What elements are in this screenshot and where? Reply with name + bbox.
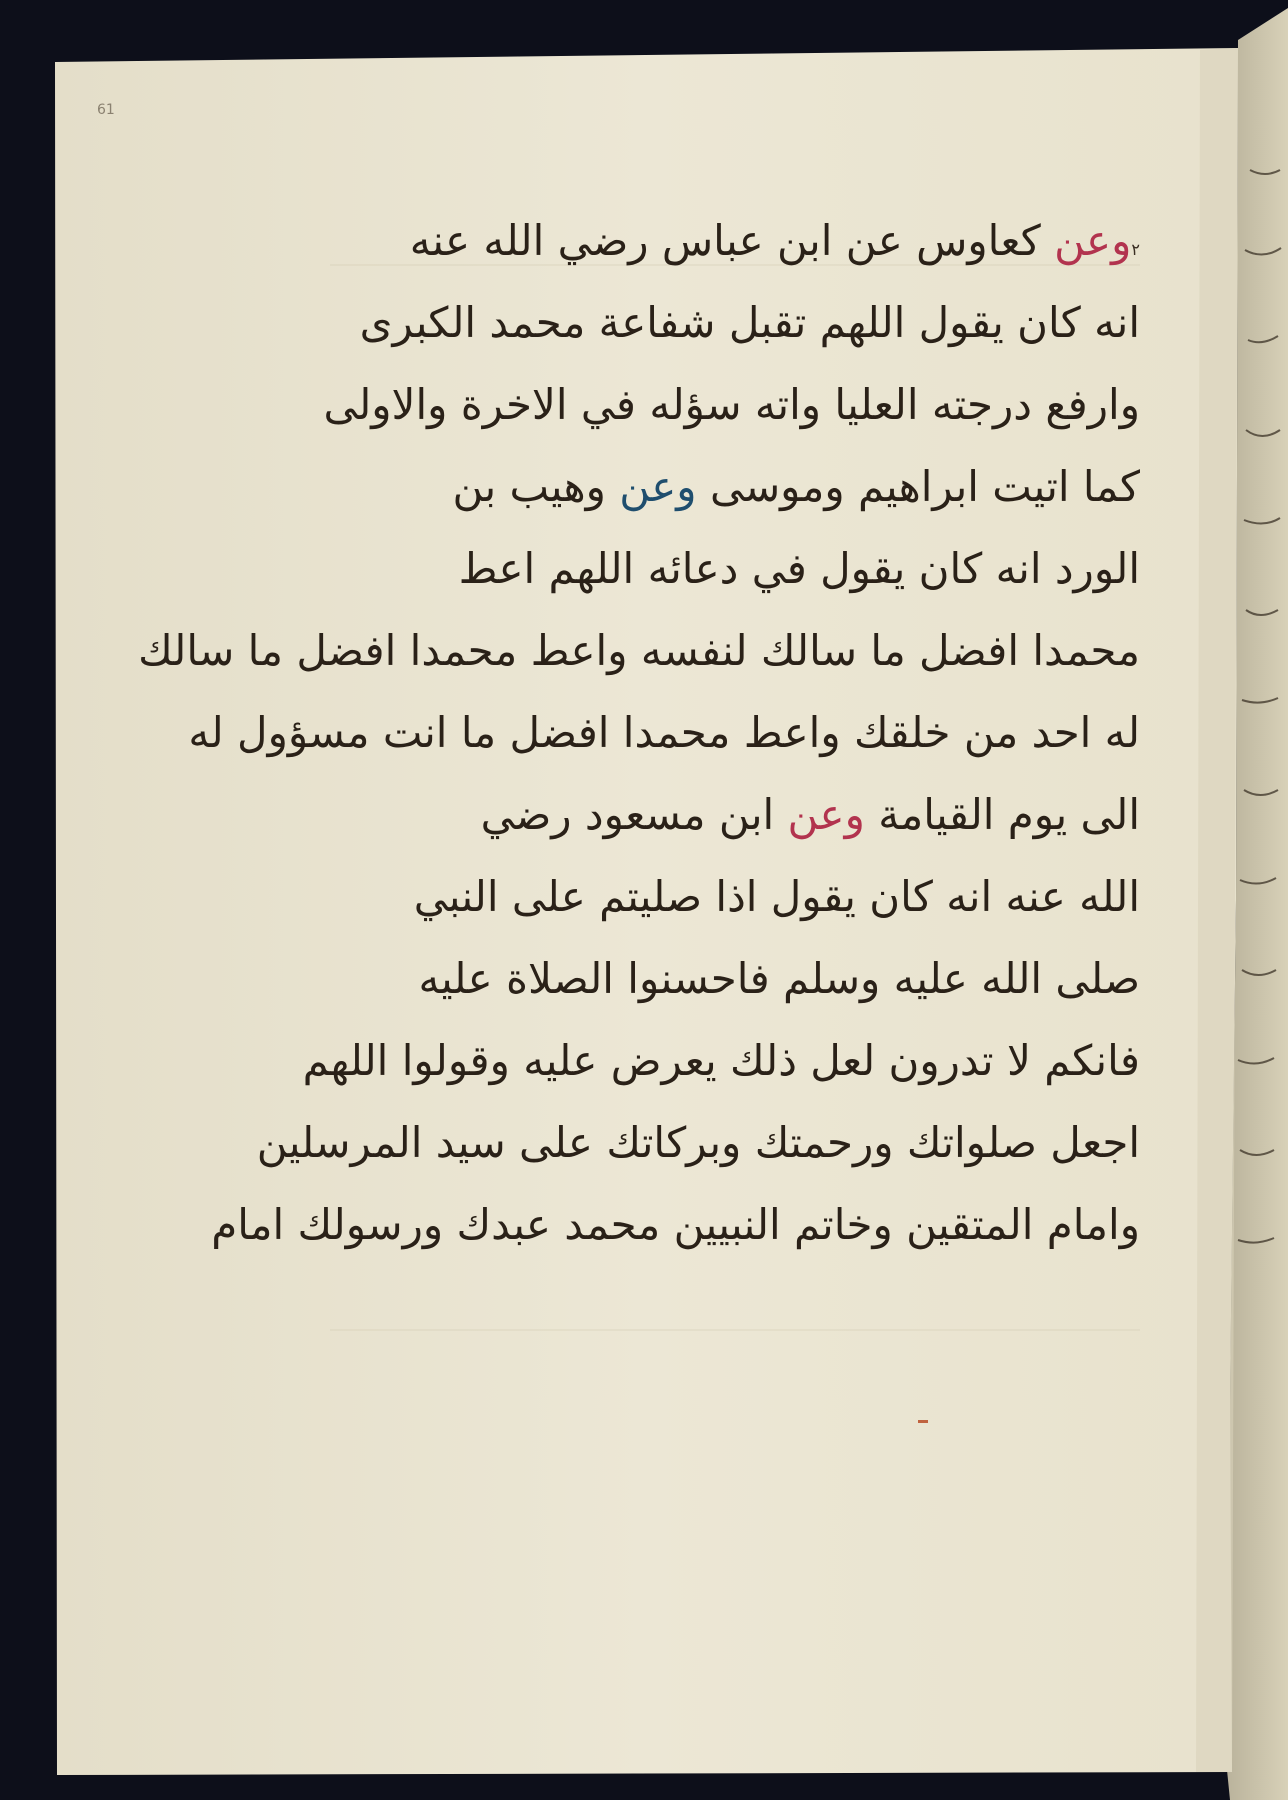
text-line (320, 774, 1140, 856)
line-text: وارفع درجته العليا واته سؤله في الاخرة والاولى (323, 380, 1140, 429)
rubric-word: وعن (1054, 216, 1132, 265)
text-block (138, 200, 1140, 1266)
line-text: اجعل صلواتك ورحمتك وبركاتك على سيد المرسلين (256, 1118, 1140, 1167)
rubric-word: وعن (619, 462, 697, 511)
text-line (138, 610, 1140, 692)
line-text: كما اتيت ابراهيم وموسى (709, 462, 1140, 511)
text-line (320, 528, 1140, 610)
text-line (211, 1184, 1140, 1266)
line-text: الى يوم القيامة (878, 790, 1140, 839)
text-line (302, 1020, 1140, 1102)
folio-number: 61 (97, 102, 115, 118)
line-text: صلى الله عليه وسلم فاحسنوا الصلاة عليه (418, 954, 1140, 1003)
line-text: الورد انه كان يقول في دعائه اللهم اعط (458, 544, 1140, 593)
line-text: محمدا افضل ما سالك لنفسه واعط محمدا افضل ما سالك (138, 626, 1140, 675)
line-text: الله عنه انه كان يقول اذا صليتم على النبي (413, 872, 1140, 921)
line-text: كعاوس عن ابن عباس رضي الله عنه (409, 216, 1041, 265)
text-line (188, 692, 1140, 774)
line-text: فانكم لا تدرون لعل ذلك يعرض عليه وقولوا اللهم (302, 1036, 1140, 1085)
line-text-after-rubric: وهيب بن (452, 462, 606, 511)
text-line (320, 200, 1140, 282)
text-line (320, 446, 1140, 528)
text-line (320, 364, 1140, 446)
line-text-after-rubric: ابن مسعود رضي (480, 790, 775, 839)
ink-mark (918, 1420, 928, 1423)
rubric-word: وعن (787, 790, 865, 839)
line-text: انه كان يقول اللهم تقبل شفاعة محمد الكبرى (359, 298, 1140, 347)
text-line (320, 856, 1140, 938)
page-gutter-shadow (1196, 48, 1238, 1772)
verse-marker: ٢ (1131, 240, 1140, 259)
text-line (256, 1102, 1140, 1184)
text-line (320, 938, 1140, 1020)
line-text: وامام المتقين وخاتم النبيين محمد عبدك ورسولك امام (211, 1200, 1140, 1249)
text-line (320, 282, 1140, 364)
line-text: له احد من خلقك واعط محمدا افضل ما انت مسؤول له (188, 708, 1140, 757)
